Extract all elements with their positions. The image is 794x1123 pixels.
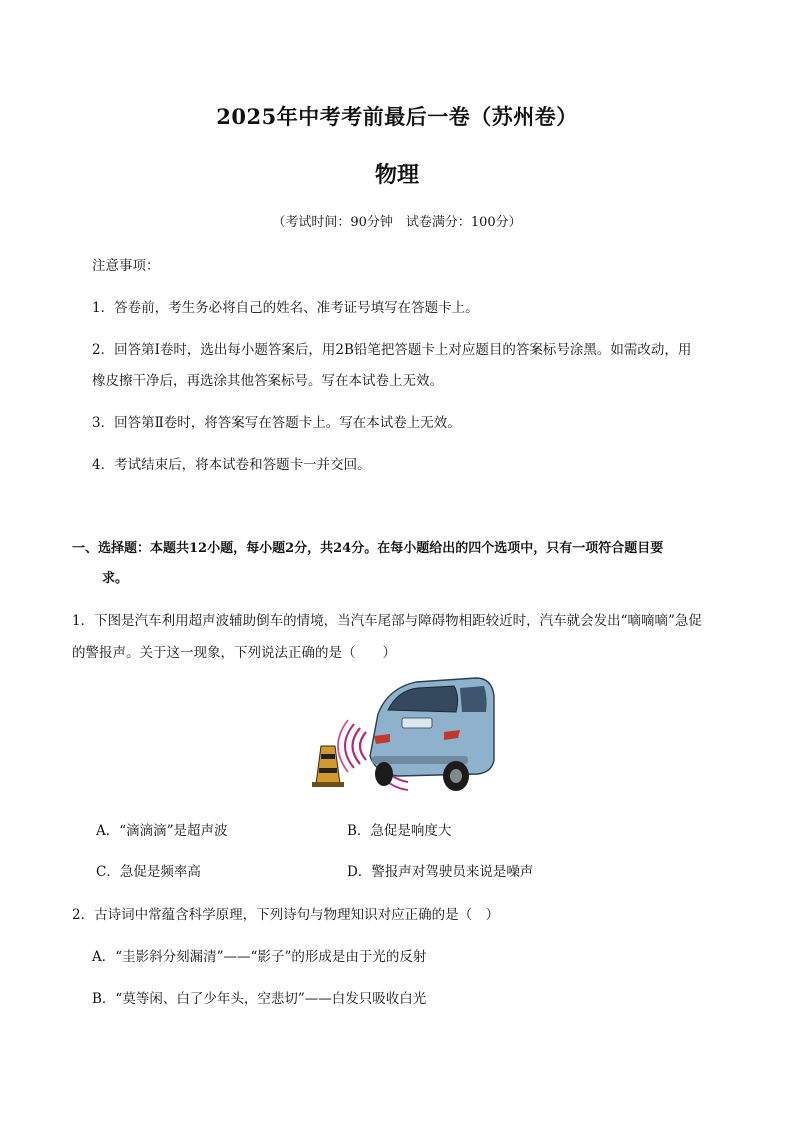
note-item-4: 4．考试结束后，将本试卷和答题卡一并交回。 (92, 457, 371, 473)
question-1-option-a: A．“滴滴滴”是超声波 (96, 823, 228, 839)
section-heading: 一、选择题：本题共12小题，每小题2分，共24分。在每小题给出的四个选项中，只有一项符合题目要 (72, 541, 664, 556)
car-reversing-illustration (306, 676, 496, 798)
question-2-stem: 2．古诗词中常蕴含科学原理，下列诗句与物理知识对应正确的是（ ） (72, 907, 500, 923)
note-item-2-cont: 橡皮擦干净后，再选涂其他答案标号。写在本试卷上无效。 (92, 373, 443, 389)
exam-info: （考试时间：90分钟 试卷满分：100分） (272, 215, 522, 230)
exam-title: 2025年中考考前最后一卷（苏州卷） (216, 104, 578, 129)
note-item-3: 3．回答第Ⅱ卷时，将答案写在答题卡上。写在本试卷上无效。 (92, 415, 461, 431)
question-1-option-b: B．急促是响度大 (347, 823, 452, 839)
question-1-option-c: C．急促是频率高 (96, 864, 201, 880)
question-2-option-b: B．“莫等闲、白了少年头，空悲切”——白发只吸收白光 (92, 991, 427, 1007)
note-item-1: 1．答卷前，考生务必将自己的姓名、准考证号填写在答题卡上。 (92, 300, 479, 316)
question-1-option-d: D．警报声对驾驶员来说是噪声 (347, 864, 534, 880)
notes-heading: 注意事项： (92, 258, 160, 274)
question-1-stem: 1．下图是汽车利用超声波辅助倒车的情境，当汽车尾部与障碍物相距较近时，汽车就会发出“嘀嘀嘀”急促 (72, 613, 702, 629)
note-item-2: 2．回答第Ⅰ卷时，选出每小题答案后，用2B铅笔把答题卡上对应题目的答案标号涂黑。如需改动，用 (92, 342, 692, 358)
question-1-stem-cont: 的警报声。关于这一现象，下列说法正确的是（ ） (72, 645, 396, 661)
car-icon (370, 678, 494, 791)
section-heading-cont: 求。 (102, 571, 129, 586)
question-2-option-a: A．“圭影斜分刻漏清”——“影子”的形成是由于光的反射 (92, 949, 427, 965)
subject-title: 物理 (374, 162, 419, 188)
